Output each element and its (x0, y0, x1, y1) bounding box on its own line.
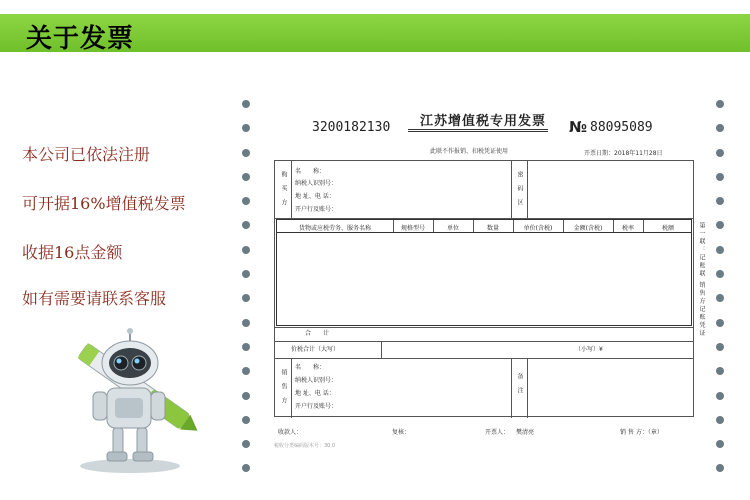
seller-bank-field: 开户行及账号： (295, 403, 338, 410)
invoice-subtitle: 此联不作报销、扣税凭证使用 (430, 148, 509, 155)
items-table-header (276, 219, 692, 233)
invoice-number: 88095089 (590, 120, 653, 135)
copy-side-note: 第一联：记账联 销售方记账凭证 (698, 222, 705, 338)
col-qty: 数量 (486, 225, 499, 232)
tax-code-version: 税收分类编码版本号：30.0 (274, 443, 336, 449)
title-underline (408, 129, 548, 132)
col-amount: 金额(含税) (573, 225, 603, 232)
seller-label: 销售方 (280, 369, 287, 411)
seller-name-field: 名 称： (295, 364, 326, 371)
col-tax-amount: 税额 (661, 225, 674, 232)
header-banner (0, 14, 750, 52)
seller-address-field: 地 址、电 话： (295, 390, 335, 397)
side-text-contact: 如有需要请联系客服 (22, 289, 167, 308)
buyer-bank-field: 开户行及账号： (295, 206, 338, 213)
robot-illustration (55, 318, 215, 478)
number-mark: № (569, 118, 588, 136)
items-table-body (276, 233, 692, 326)
invoice-code: 3200182130 (312, 120, 391, 135)
side-text-registered: 本公司已依法注册 (22, 145, 151, 164)
buyer-address-field: 地 址、电 话： (295, 193, 335, 200)
right-perforation (716, 100, 726, 489)
side-text-receipt: 收据16点金额 (22, 243, 123, 262)
buyer-taxid-field: 纳税人识别号： (295, 180, 338, 187)
col-spec: 规格型号 (400, 225, 425, 232)
reviewer-label: 复核： (392, 429, 411, 436)
buyer-name-field: 名 称： (295, 168, 326, 175)
seller-taxid-field: 纳税人识别号： (295, 377, 338, 384)
banner-title: 关于发票 (26, 24, 135, 54)
side-text-vat-invoice: 可开据16%增值税发票 (22, 194, 186, 213)
seller-stamp-label: 销 售 方：（章） (620, 429, 663, 436)
buyer-label: 购买方 (280, 171, 287, 213)
payee-label: 收款人： (278, 429, 303, 436)
secret-area-label: 密码区 (516, 171, 523, 213)
left-perforation (242, 100, 252, 489)
col-unit: 单位 (446, 225, 459, 232)
small-write-label: （小写）¥ (575, 346, 603, 353)
invoice-title: 江苏增值税专用发票 (420, 114, 547, 129)
col-goods: 货物或应税劳务、服务名称 (298, 225, 371, 232)
col-unit-price: 单价(含税) (523, 225, 553, 232)
issuer-name: 樊清亮 (516, 429, 535, 436)
grand-total-label: 价税合计（大写） (291, 346, 340, 353)
issuer-label: 开票人： (485, 429, 510, 436)
remark-label: 备注 (516, 373, 523, 401)
col-tax-rate: 税率 (621, 225, 634, 232)
issue-date: 开票日期：2018年11月28日 (584, 150, 663, 157)
total-label: 合 计 (305, 330, 330, 337)
